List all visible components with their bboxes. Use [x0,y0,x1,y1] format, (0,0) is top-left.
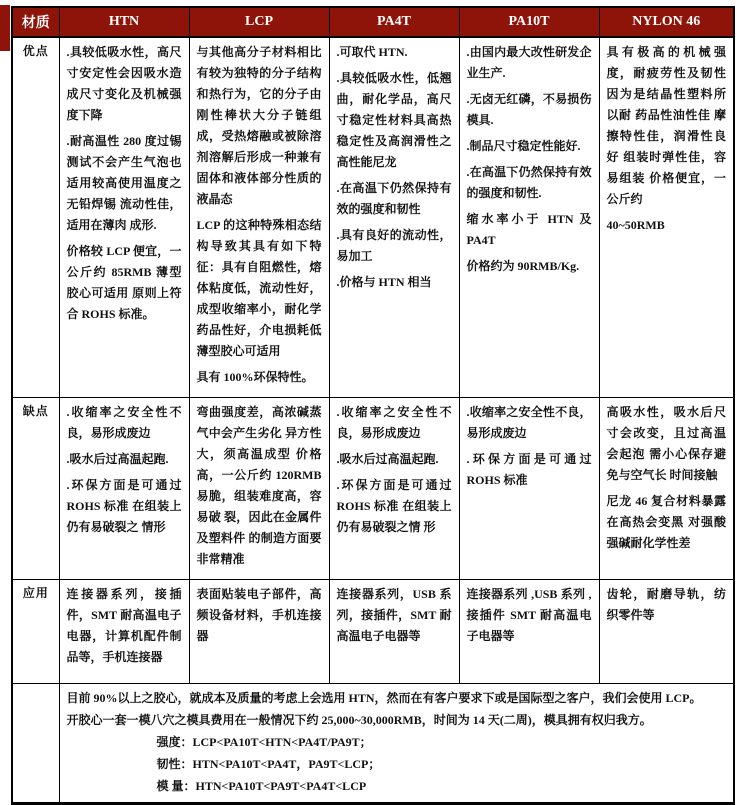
advantages-htn-cell: .具较低吸水性，高尺寸安定性会因吸水造成尺寸变化及机械强度下降 .耐高温性 280 度过锡测试不会产生气泡也适用较高使用温度之无铅焊锡 流动性佳，适用在薄肉 成形. 价格较 LCP 便宜，一公斤约 85RMB 薄型胶心可适用 原则上符合 ROHS 标准。 [59,37,189,398]
applications-pa10t-cell: 连接器系列 ,USB 系列 ,接插件 SMT 耐高温电子电器等 [459,580,599,684]
disadvantages-row [12,398,734,580]
summary-row [12,684,734,804]
applications-htn-cell: 连接器系列，接插件，SMT 耐高温电子电器，计算机配件制品等，手机连接器 [59,580,189,684]
advantages-row [12,37,734,398]
advantages-pa4t-cell: .可取代 HTN. .具较低吸水性，低翘曲，耐化学品，高尺寸稳定性材料具高热稳定性及高润滑性之高性能尼龙 .在高温下仍然保持有效的强度和韧性 .具有良好的流动性，易加工 .价格与 HTN 相当 [329,37,459,398]
summary-line-toughness: 韧性：HTN<PA10T<PA4T，PA9T<LCP； [156,757,381,771]
disadvantages-pa10t-cell: .收缩率之安全性不良，易形成废边 .环保方面是可通过 ROHS 标准 [459,398,599,580]
header-col-pa10t: PA10T [459,7,599,37]
applications-row [12,580,734,684]
disadvantages-lcp-cell: 弯曲强度差，高浓碱蒸气中会产生劣化 异方性大，须高温成型 价格高，一公斤约 120RMB 易脆，组装难度高，容易破 裂，因此在金属件及塑料件 的制造方面要非常精准 [189,398,329,580]
advantages-row-label: 优点 [12,37,59,398]
header-col-pa4t: PA4T [329,7,459,37]
summary-line-strength: 强度：LCP<PA10T<HTN<PA4T/PA9T； [156,735,372,749]
applications-nylon46-cell: 齿轮，耐磨导轨，纺织零件等 [599,580,734,684]
header-material-label: 材质 [12,7,59,37]
summary-cell [59,684,734,804]
disadvantages-row-label: 缺点 [12,398,59,580]
applications-lcp-cell: 表面贴装电子部件，高频设备材料，手机连接器 [189,580,329,684]
applications-row-label: 应用 [12,580,59,684]
material-comparison-table [11,6,735,805]
header-col-htn: HTN [59,7,189,37]
disadvantages-pa4t-cell: .收缩率之安全性不良，易形成废边 .吸水后过高温起跑. .环保方面是可通过 ROHS 标准 在组装上仍有易破裂之情 形 [329,398,459,580]
left-edge-red-strip [0,5,10,51]
advantages-pa10t-cell: .由国内最大改性研发企业生产. .无卤无红磷，不易损伤模具. .制品尺寸稳定性能好. .在高温下仍然保持有效的强度和韧性. 缩水率小于 HTN 及 PA4T 价格约为 90RMB/Kg. [459,37,599,398]
advantages-nylon46-cell: 具有极高的机械强度，耐疲劳性及韧性 因为是结晶性塑料所以耐 药品性油性佳 摩擦特性佳，润滑性良好 组装时弹性佳，容易组装 价格便宜，一公斤约 40~50RMB [599,37,734,398]
header-col-lcp: LCP [189,7,329,37]
applications-pa4t-cell: 连接器系列，USB 系列，接插件，SMT 耐高温电子电器等 [329,580,459,684]
summary-row-empty-label [12,684,59,804]
summary-line-selection: 目前 90%以上之胶心，就成本及质量的考虑上会选用 HTN，然而在有客户要求下或是国际型之客户，我们会使用 LCP。 [66,691,702,705]
advantages-lcp-cell: 与其他高分子材料相比有较为独特的分子结构和热行为，它的分子由刚性棒状大分子链组成，受热熔融或被除溶剂溶解后形成一种兼有固体和液体部分性质的液晶态 LCP 的这种特殊相态结构导致其具有如下特征：具有自阻燃性，熔体粘度低，流动性好，成型收缩率小，耐化学药品性好，介电损耗低 薄型胶心可适用 具有 100%环保特性。 [189,37,329,398]
disadvantages-htn-cell: .收缩率之安全性不良，易形成废边 .吸水后过高温起跑. .环保方面是可通过 ROHS 标准 在组装上仍有易破裂之 情形 [59,398,189,580]
header-col-nylon46: NYLON 46 [599,7,734,37]
summary-line-mold-cost: 开胶心一套一模八穴之模具费用在一般情况下约 25,000~30,000RMB，时间为 14 天(二周)，模具拥有权归我方。 [66,713,652,727]
summary-line-modulus: 模 量：HTN<PA10T<PA9T<PA4T<LCP [156,779,367,793]
table-header-row [12,7,734,37]
disadvantages-nylon46-cell: 高吸水性，吸水后尺寸会改变，且过高温会起泡 需小心保存避免与空气长 时间接触 尼龙 46 复合材料暴露在高热会变黑 对强酸强碱耐化学性差 [599,398,734,580]
